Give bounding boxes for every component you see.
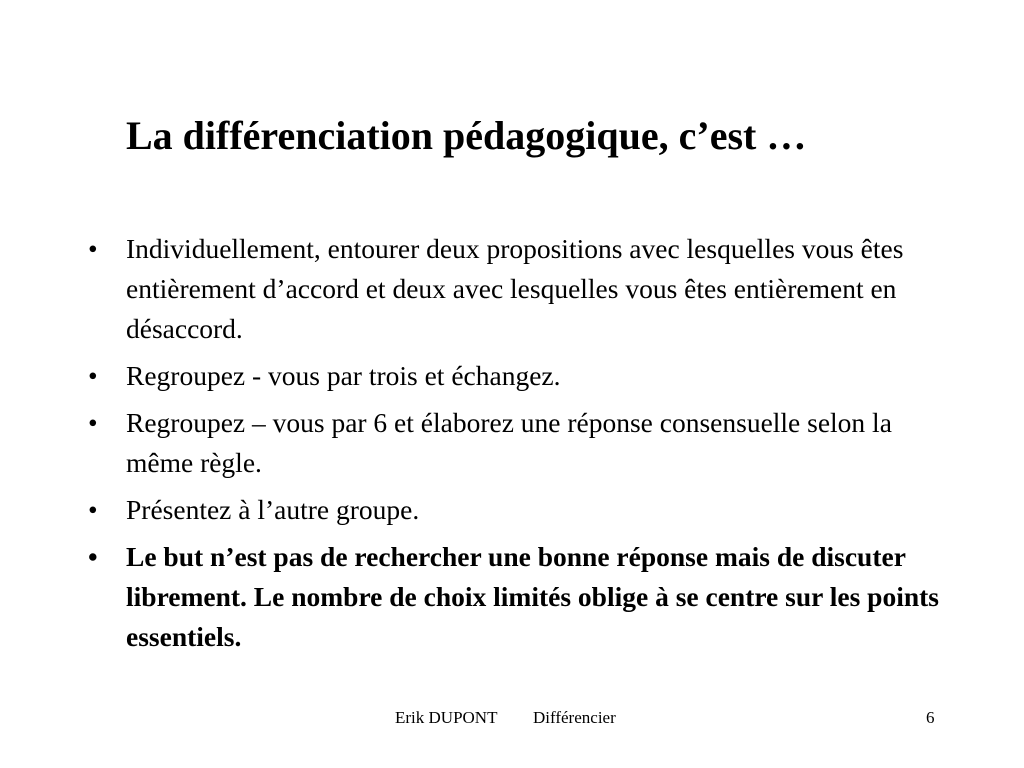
bullet-item [88, 403, 948, 483]
footer-topic: Différencier [533, 708, 616, 727]
bullet-marker: • [88, 407, 98, 438]
footer-author: Erik DUPONT [395, 708, 498, 727]
bullet-item-emphasis [88, 537, 948, 657]
bullet-text: Regroupez - vous par trois et échangez. [126, 360, 561, 391]
bullet-item [88, 356, 948, 396]
bullet-text: Le but n’est pas de rechercher une bonne réponse mais de discuter librement. Le nombre de choix limités oblige à se centre sur les points essentiels. [126, 541, 939, 652]
bullet-list [88, 229, 948, 664]
footer-page-number: 6 [926, 708, 935, 727]
bullet-marker: • [88, 541, 98, 572]
bullet-marker: • [88, 360, 98, 391]
bullet-marker: • [88, 494, 98, 525]
bullet-marker: • [88, 233, 98, 264]
bullet-item [88, 490, 948, 530]
bullet-item [88, 229, 948, 349]
bullet-text: Individuellement, entourer deux propositions avec lesquelles vous êtes entièrement d’accord et deux avec lesquelles vous êtes entièrement en désaccord. [126, 233, 904, 344]
slide-title: La différenciation pédagogique, c’est … [126, 113, 807, 158]
bullet-text: Présentez à l’autre groupe. [126, 494, 420, 525]
bullet-text: Regroupez – vous par 6 et élaborez une réponse consensuelle selon la même règle. [126, 407, 892, 478]
